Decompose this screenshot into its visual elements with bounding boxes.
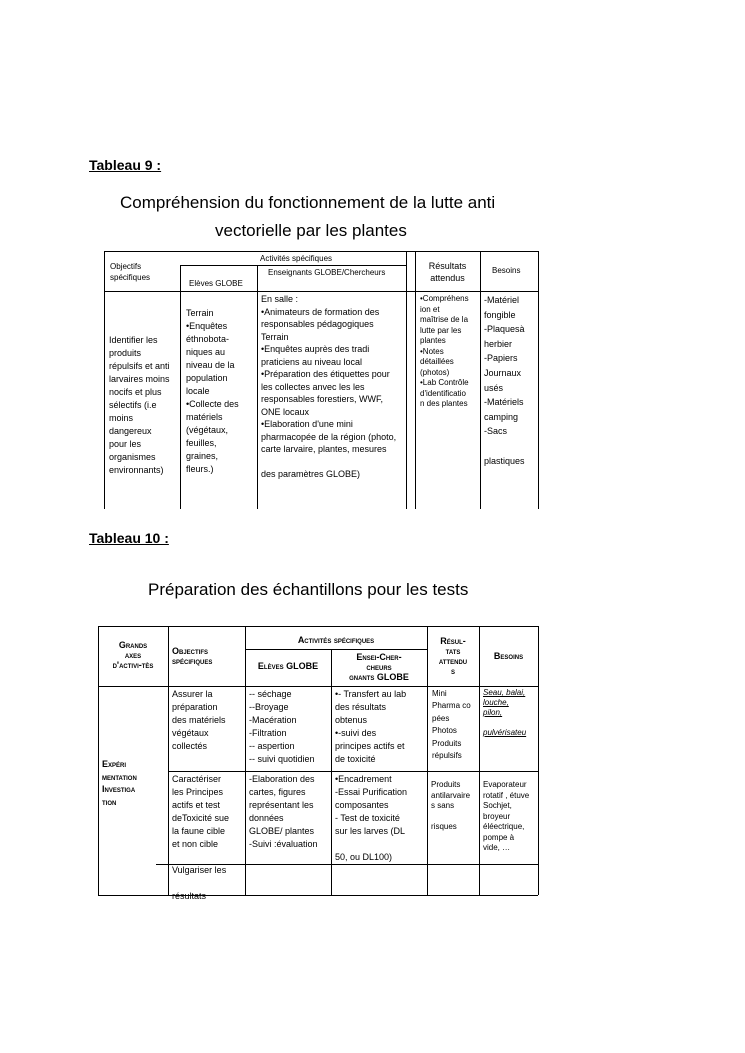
- table9-cell-besoins: -Matériel fongible -Plaquesà herbier -Papiers Journaux usés -Matériels camping -Sacs plastiques: [484, 295, 525, 466]
- besoin-item: pilon,: [483, 708, 503, 717]
- table10-row2-enseignants: •Encadrement -Essai Purification composantes - Test de toxicité sur les larves (DL 50, ou DL100): [335, 774, 408, 862]
- table10-header-resultats: Résul- tats attendu s: [438, 636, 468, 676]
- table10-row1-enseignants: •- Transfert au lab des résultats obtenus •-suivi des principes actifs et de toxicité: [335, 689, 407, 764]
- table10-header-eleves: Elèves GLOBE: [257, 661, 319, 671]
- table9-header-resultats: Résultats attendus: [428, 261, 467, 283]
- table9-title-line2: vectorielle par les plantes: [215, 221, 407, 240]
- table10-header-axes: Grands axes d'activi-tès: [112, 640, 154, 670]
- table9-cell-eleves: Terrain •Enquêtes éthnobota- niques au niveau de la population locale •Collecte des matériels (végétaux, feuilles, graines, fleurs.): [186, 308, 239, 474]
- table10-header-enseignants: Ensei-Cher- cheurs gnants GLOBE: [349, 652, 409, 682]
- table10-header-objectifs: Objectifs spécifiques: [172, 646, 213, 666]
- besoin-item: louche,: [483, 698, 509, 707]
- besoin-item: pulvérisateu: [483, 728, 527, 737]
- table9-header-activites: Activités spécifiques: [260, 254, 333, 263]
- table9-header-enseignants: Enseignants GLOBE/Chercheurs: [268, 268, 386, 277]
- table9-cell-objectifs: Identifier les produits répulsifs et anti larvaires moins nocifs et plus sélectifs (i.e moins dangereux pour les organismes environnants): [109, 335, 170, 475]
- besoin-item: Seau, balai,: [483, 688, 526, 697]
- table10-row1-besoins: [483, 688, 526, 738]
- besoin-spacer: [483, 718, 526, 728]
- table10-header-activites: Activités spécifiques: [297, 635, 375, 645]
- table10-row1-objectifs: Assurer la préparation des matériels végétaux collectés: [172, 689, 226, 751]
- table10-row2-objectifs: Caractériser les Principes actifs et test deToxicité sue la faune cible et non cible Vulgariser les résultats: [172, 774, 230, 901]
- table10-row2-eleves: -Elaboration des cartes, figures représentant les données GLOBE/ plantes -Suivi :évaluation: [249, 774, 318, 849]
- table9-cell-enseignants: En salle : •Animateurs de formation des responsables pédagogiques Terrain •Enquêtes auprès des tradi praticiens au niveau local •Préparation des étiquettes pour les collectes anvec les les responsables forestiers, WWF, ONE locaux •Elaboration d'une mini pharmacopée de la région (photo, carte larvaire, plantes, mesures des paramètres GLOBE): [261, 294, 397, 479]
- table10-row1-resultats: Mini Pharma co pées Photos Produits répulsifs: [432, 689, 471, 761]
- table10-title: Préparation des échantillons pour les tests: [148, 580, 469, 599]
- table9-header-besoins: Besoins: [492, 266, 521, 275]
- table9-heading: Tableau 9 :: [89, 157, 162, 173]
- table10-row2-resultats: Produits antilarvaire s sans risques: [431, 780, 471, 831]
- table9-title-line1: Compréhension du fonctionnement de la lutte anti: [120, 193, 496, 212]
- table10-axe-label: Expéri mentation Investiga tion: [102, 759, 137, 807]
- table10-row1-eleves: -- séchage --Broyage -Macération -Filtration -- aspertion -- suivi quotidien: [249, 689, 315, 764]
- table9-header-objectifs: Objectifs spécifiques: [110, 262, 151, 282]
- table10-heading: Tableau 10 :: [89, 530, 169, 546]
- table10-header-besoins: Besoins: [493, 651, 524, 661]
- table10-row2-besoins: Evaporateur rotatif , étuve Sochjet, broyeur éléectrique, pompe à vide, …: [483, 780, 530, 852]
- table9-header-eleves: Elèves GLOBE: [189, 279, 243, 288]
- table9-cell-resultats: •Compréhens ion et maîtrise de la lutte par les plantes •Notes détaillées (photos) •Lab Contrôle d'identificatio n des plantes: [420, 294, 469, 408]
